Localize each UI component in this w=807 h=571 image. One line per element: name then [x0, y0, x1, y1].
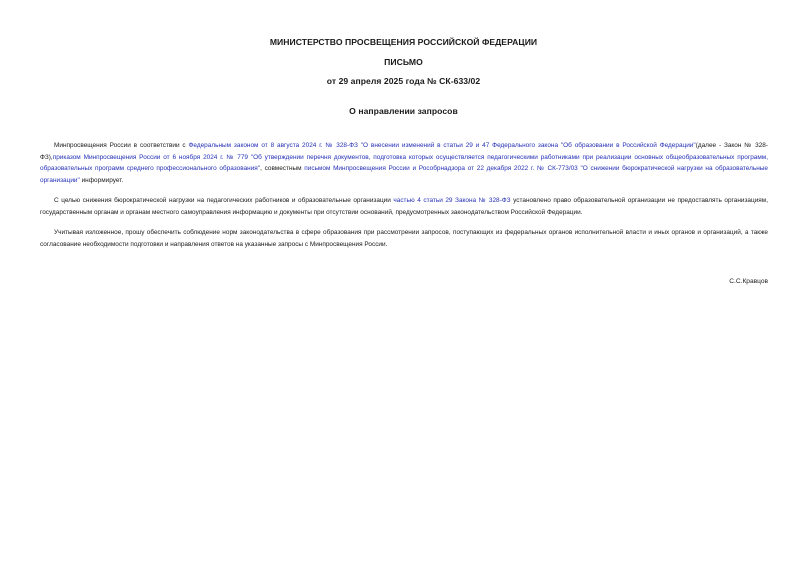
document-type: ПИСЬМО	[384, 57, 423, 67]
paragraph-3	[40, 227, 768, 250]
paragraph-1	[40, 140, 768, 186]
ministry-title: МИНИСТЕРСТВО ПРОСВЕЩЕНИЯ РОССИЙСКОЙ ФЕДЕРАЦИИ	[269, 37, 538, 47]
paragraph-1-text-d: информирует.	[79, 176, 124, 184]
document-subject: О направлении запросов	[349, 106, 458, 116]
letter-sk-773-link[interactable]: письмом Минпросвещения России и Рособрнадзора от 22 декабря 2022 г. № СК-773/03 "О снижении бюрократической нагрузки на образовательные организации"	[40, 165, 768, 184]
signature: С.С.Кравцов	[729, 278, 768, 285]
paragraph-1-text-c: , совместным	[260, 165, 305, 173]
document-date-number: от 29 апреля 2025 года № СК-633/02	[326, 76, 481, 86]
order-779-link[interactable]: приказом Минпросвещения России от 6 ноября 2024 г. № 779 "Об утверждении перечня документов, подготовка которых осуществляется педагогическими работниками при реализации основных общеобразовательных программ, образовательных программ среднего профессионального образования"	[40, 153, 768, 173]
paragraph-2	[40, 195, 768, 218]
paragraph-1-text-a: Минпросвещения России в соответствии с	[54, 142, 189, 149]
paragraph-2-text-a: С целью снижения бюрократической нагрузки на педагогических работников и образовательные организации	[54, 197, 394, 204]
article-29-part-4-link[interactable]: частью 4 статьи 29 Закона № 328-ФЗ	[393, 197, 511, 204]
paragraph-3-text: Учитывая изложенное, прошу обеспечить соблюдение норм законодательства в сфере образования при рассмотрении запросов, поступающих из федеральных органов исполнительной власти и иных органов и организаций, а также согласование необходимости подготовки и направления ответов на указанные запросы с Минпросвещения России.	[40, 229, 768, 248]
federal-law-328-link[interactable]: Федеральным законом от 8 августа 2024 г. № 328-ФЗ "О внесении изменений в статьи 29 и 47 Федерального закона "Об образовании в Российской Федерации"	[188, 142, 696, 149]
paragraph-1-text-b: (далее - Закон № 328-ФЗ),	[40, 142, 769, 161]
paragraph-2-text-b: установлено право образовательной организации не предоставлять организациям, государственным органам и органам местного самоуправления информацию и документы при отсутствии оснований, предусмотренных законодательством Российской Федерации.	[40, 197, 768, 216]
